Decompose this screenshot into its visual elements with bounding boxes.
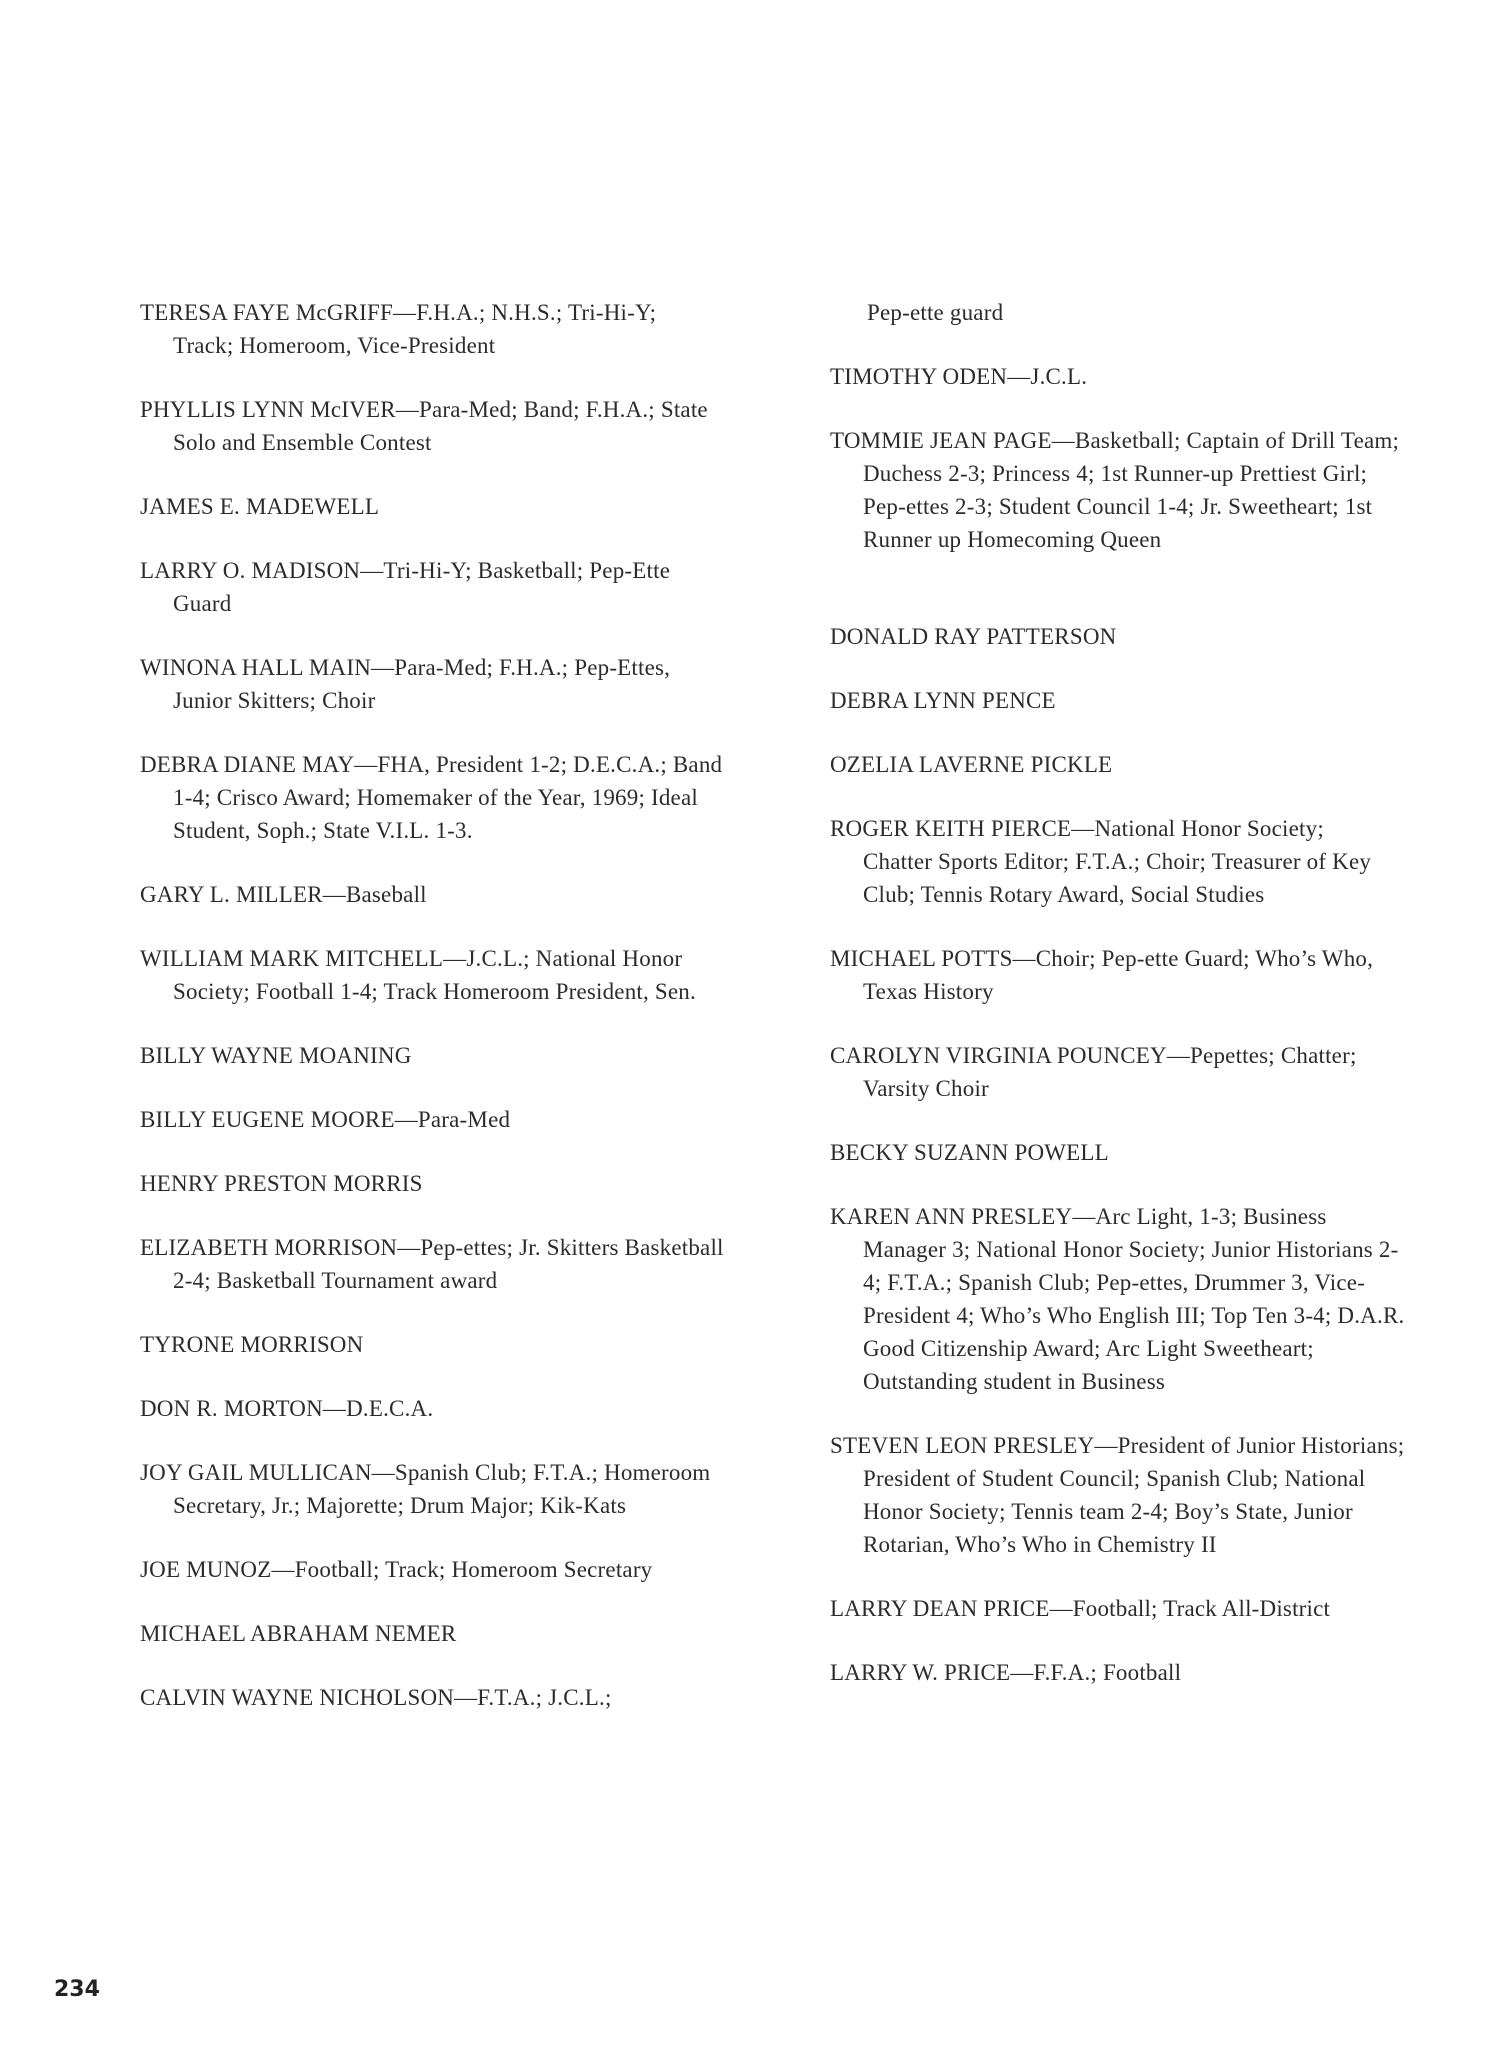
entry-tyrone-morrison: TYRONE MORRISON (140, 1332, 364, 1357)
entry-madison: LARRY O. MADISON—Tri-Hi-Y; Basketball; Pep-Ette Guard (140, 558, 671, 616)
entry-mullican: JOY GAIL MULLICAN—Spanish Club; F.T.A.; Homeroom Secretary, Jr.; Majorette; Drum Major; Kik-Kats (140, 1460, 711, 1518)
right-column (830, 296, 1405, 1689)
entry-elizabeth-morrison: ELIZABETH MORRISON—Pep-ettes; Jr. Skitters Basketball 2-4; Basketball Tournament award (140, 1235, 724, 1293)
entry-pierce: ROGER KEITH PIERCE—National Honor Society; Chatter Sports Editor; F.T.A.; Choir; Treasurer of Key Club; Tennis Rotary Award, Social Studies (830, 816, 1372, 907)
page-number: 234 (54, 1977, 100, 2002)
entry-moaning: BILLY WAYNE MOANING (140, 1043, 412, 1068)
entry-steven-presley: STEVEN LEON PRESLEY—President of Junior Historians; President of Student Council; Spanish Club; National Honor Society; Tennis team 2-4; Boy’s State, Junior Rotarian, Who’s Who in Chemistry II (830, 1433, 1405, 1557)
entry-mitchell: WILLIAM MARK MITCHELL—J.C.L.; National Honor Society; Football 1-4; Track Homeroom President, Sen. (140, 946, 696, 1004)
entry-morris: HENRY PRESTON MORRIS (140, 1171, 423, 1196)
entry-pickle: OZELIA LAVERNE PICKLE (830, 752, 1113, 777)
entry-mcgriff: TERESA FAYE McGRIFF—F.H.A.; N.H.S.; Tri-Hi-Y; Track; Homeroom, Vice-President (140, 300, 657, 358)
entry-potts: MICHAEL POTTS—Choir; Pep-ette Guard; Who’s Who, Texas History (830, 946, 1374, 1004)
entry-page: TOMMIE JEAN PAGE—Basketball; Captain of Drill Team; Duchess 2-3; Princess 4; 1st Runner-up Prettiest Girl; Pep-ettes 2-3; Student Council 1-4; Jr. Sweetheart; 1st Runner up Homecoming Queen (830, 428, 1400, 552)
entry-oden: TIMOTHY ODEN—J.C.L. (830, 364, 1088, 389)
entry-madewell: JAMES E. MADEWELL (140, 494, 380, 519)
entry-nemer: MICHAEL ABRAHAM NEMER (140, 1621, 457, 1646)
entry-pouncey: CAROLYN VIRGINIA POUNCEY—Pepettes; Chatter; Varsity Choir (830, 1043, 1357, 1101)
entry-may: DEBRA DIANE MAY—FHA, President 1-2; D.E.C.A.; Band 1-4; Crisco Award; Homemaker of the Year, 1969; Ideal Student, Soph.; State V.I.L. 1-3. (140, 752, 723, 843)
entry-moore: BILLY EUGENE MOORE—Para-Med (140, 1107, 511, 1132)
entry-nicholson-continued: Pep-ette guard (867, 300, 1004, 325)
entry-mciver: PHYLLIS LYNN McIVER—Para-Med; Band; F.H.A.; State Solo and Ensemble Contest (140, 397, 708, 455)
entry-munoz: JOE MUNOZ—Football; Track; Homeroom Secretary (140, 1557, 653, 1582)
entry-morton: DON R. MORTON—D.E.C.A. (140, 1396, 434, 1421)
entry-larry-w-price: LARRY W. PRICE—F.F.A.; Football (830, 1660, 1182, 1685)
entry-larry-dean-price: LARRY DEAN PRICE—Football; Track All-District (830, 1596, 1331, 1621)
entry-karen-presley: KAREN ANN PRESLEY—Arc Light, 1-3; Business Manager 3; National Honor Society; Junior Historians 2-4; F.T.A.; Spanish Club; Pep-ettes, Drummer 3, Vice-President 4; Who’s Who English III; Top Ten 3-4; D.A.R. Good Citizenship Award; Arc Light Sweetheart; Outstanding student in Business (830, 1204, 1405, 1394)
entry-nicholson: CALVIN WAYNE NICHOLSON—F.T.A.; J.C.L.; (140, 1685, 612, 1710)
left-column (140, 296, 740, 1714)
entry-main: WINONA HALL MAIN—Para-Med; F.H.A.; Pep-Ettes, Junior Skitters; Choir (140, 655, 671, 713)
entry-pence: DEBRA LYNN PENCE (830, 688, 1056, 713)
entry-powell: BECKY SUZANN POWELL (830, 1140, 1109, 1165)
entry-miller: GARY L. MILLER—Baseball (140, 882, 427, 907)
entry-patterson: DONALD RAY PATTERSON (830, 624, 1117, 649)
